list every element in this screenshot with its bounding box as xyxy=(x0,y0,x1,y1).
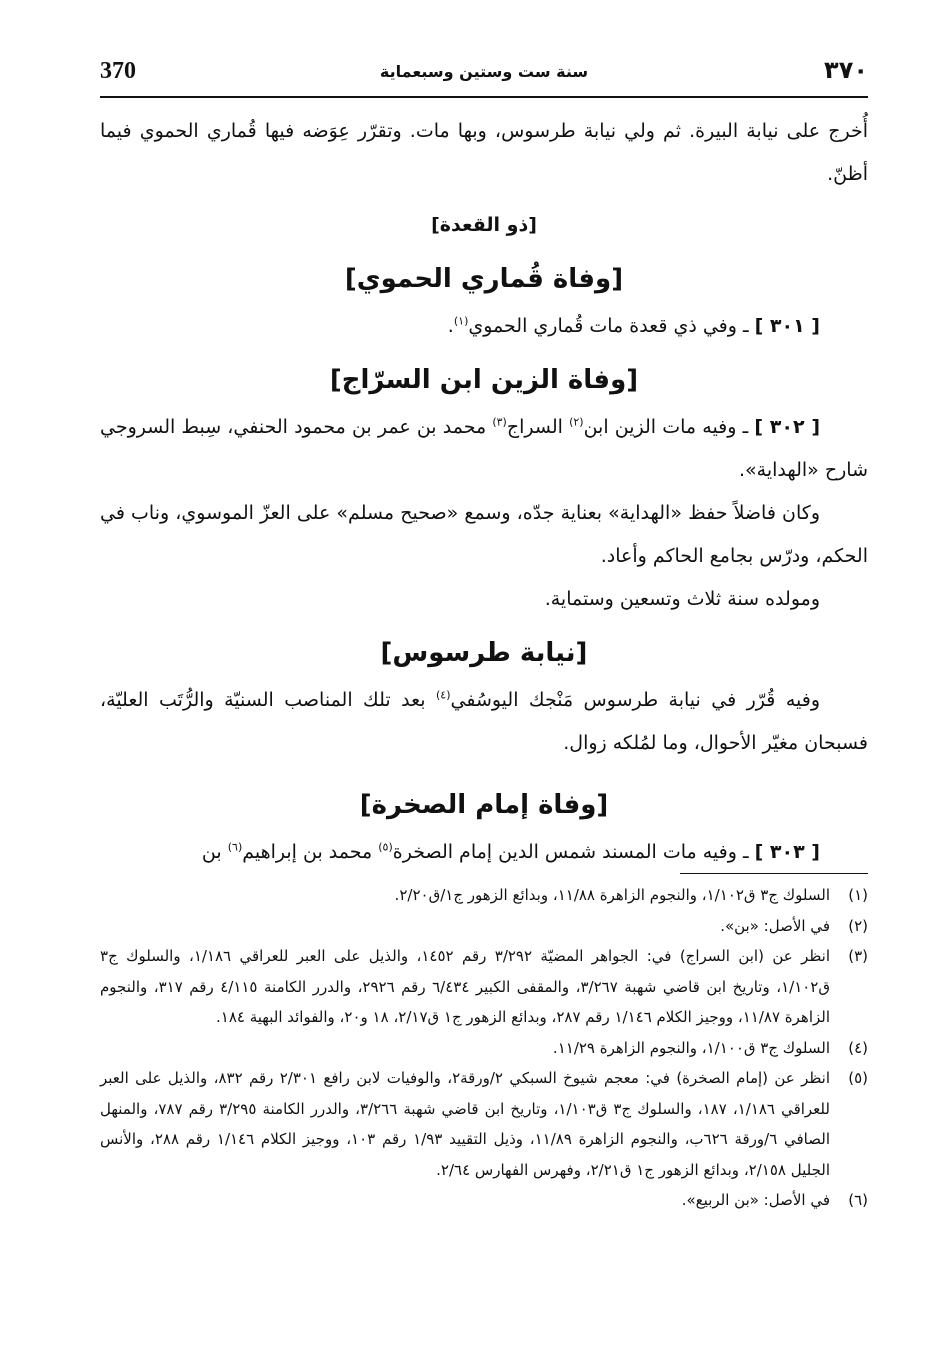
entry-text: ـ وفي ذي قعدة مات قُماري الحموي xyxy=(468,315,749,337)
footnote-text: السلوك ج٣ ق١/١٠٢، والنجوم الزاهرة ١١/٨٨، وبدائع الزهور ج١/ق٢/٢٠. xyxy=(394,886,830,904)
running-title: سنة ست وستين وسبعماية xyxy=(379,62,589,81)
page-number-arabic: ٣٧٠ xyxy=(824,56,868,84)
entry-number: [ ٣٠٢ ] xyxy=(754,416,821,438)
footnote xyxy=(100,1063,868,1185)
header-rule xyxy=(100,96,868,98)
section-heading-sarraj: [وفاة الزين ابن السرّاج] xyxy=(329,365,639,395)
main-text xyxy=(100,110,868,874)
paragraph: ومولده سنة ثلاث وتسعين وستماية. xyxy=(544,588,820,610)
footnote-number: (٣) xyxy=(848,947,868,965)
month-heading: [ذو القعدة] xyxy=(431,214,537,236)
running-header xyxy=(100,52,868,92)
entry-301 xyxy=(100,305,868,348)
intro-paragraph: أُخرج على نيابة البيرة. ثم ولي نيابة طرسوس، وبها مات. وتقرّر عِوَضه فيها قُماري الحموي فيما أظنّ. xyxy=(100,120,868,185)
entry-text: السراج xyxy=(506,416,563,438)
paragraph: وكان فاضلاً حفظ «الهداية» بعناية جدّه، وسمع «صحيح مسلم» على العزّ الموسوي، وناب في الحكم، ودرّس بجامع الحاكم وأعاد. xyxy=(100,502,868,567)
footnote-text: انظر عن (ابن السراج) في: الجواهر المضيّة ٣/٢٩٢ رقم ١٤٥٢، والذيل على العبر للعراقي ١/١٨٦، والسلوك ج٣ ق١/١٠٢، وتاريخ ابن قاضي شهبة ٣/٢٦٧، والمقفى الكبير ٦/٤٣٤ رقم ٢٩٢٦، والدرر الكامنة ٤/١١٥ رقم ٣١٧، والنجوم الزاهرة ١١/٨٧، ووجيز الكلام ١/١٤٦ رقم ٢٨٧، وبدائع الزهور ج١ ق٢/١٧، ١٨ و٢٠، والفوائد البهية ١٨٤. xyxy=(100,947,830,1026)
entry-303 xyxy=(100,831,868,874)
footnote-ref: (١) xyxy=(453,314,469,328)
footnote xyxy=(100,1033,868,1064)
footnote-text: في الأصل: «بن الربيع». xyxy=(681,1191,830,1209)
footnote-text: السلوك ج٣ ق١/١٠٠، والنجوم الزاهرة ١١/٢٩. xyxy=(552,1038,830,1057)
footnote xyxy=(100,880,868,911)
footnote-text: في الأصل: «بن». xyxy=(720,916,830,935)
entry-text: محمد بن عمر بن محمود الحنفي، سِبط السروجي شارح «الهداية». xyxy=(100,416,868,481)
footnote xyxy=(100,911,868,942)
entry-text-end: . xyxy=(447,315,454,337)
footnote-number: (٥) xyxy=(848,1069,868,1087)
page-number-latin: 370 xyxy=(100,58,136,84)
entry-302 xyxy=(100,406,868,492)
entry-number: [ ٣٠٣ ] xyxy=(754,841,820,863)
footnote-rule xyxy=(680,873,868,874)
footnotes xyxy=(100,880,868,1216)
section-heading-sakhra: [وفاة إمام الصخرة] xyxy=(359,790,609,820)
footnote-ref: (٦) xyxy=(227,840,243,854)
section-heading-tarsus: [نيابة طرسوس] xyxy=(380,638,588,668)
footnote xyxy=(100,1185,868,1216)
tarsus-paragraph xyxy=(100,679,868,765)
footnote-number: (٦) xyxy=(848,1191,868,1209)
footnote-text: انظر عن (إمام الصخرة) في: معجم شيوخ السبكي ٢/ورقة٢، والوفيات لابن رافع ٢/٣٠١ رقم ٨٣٢، والذيل على العبر للعراقي ١/١٨٦، ١٨٧، والسلوك ج٣ ق١/١٠٣، وتاريخ ابن قاضي شهبة ٣/٢٦٦، والدرر الكامنة ٣/٢٩٥ رقم ٧٨٧، والمنهل الصافي ٦/ورقة ٦٢٦ب، والنجوم الزاهرة ١١/٨٩، وذيل التقييد ١/٩٣ رقم ١٠٣، ووجيز الكلام ١/١٤٦ رقم ٢٨٨، والأنس الجليل ٢/١٥٨، وبدائع الزهور ج١ ق٢/٢١، وفهرس الفهارس ٢/٦٤. xyxy=(100,1069,830,1179)
entry-text: وفيه قُرّر في نيابة طرسوس مَنْجك اليوسُفي xyxy=(450,689,820,711)
entry-number: [ ٣٠١ ] xyxy=(754,315,820,337)
entry-text: ـ وفيه مات الزين ابن xyxy=(583,416,749,438)
footnote-ref: (٤) xyxy=(435,688,451,702)
footnote-number: (٤) xyxy=(848,1038,868,1057)
entry-text: ـ وفيه مات المسند شمس الدين إمام الصخرة xyxy=(392,841,749,863)
entry-text: محمد بن إبراهيم xyxy=(242,841,373,863)
footnote-ref: (٣) xyxy=(492,415,507,429)
footnote-ref: (٢) xyxy=(569,415,584,429)
entry-text: بعد تلك المناصب السنيّة والرُّتَب العليّة، فسبحان مغيّر الأحوال، وما لمُلكه زوال. xyxy=(100,689,868,754)
footnote-ref: (٥) xyxy=(378,840,393,854)
footnote-number: (١) xyxy=(848,886,868,904)
footnote-number: (٢) xyxy=(848,916,868,935)
entry-text: بن xyxy=(201,841,222,863)
section-heading-qumari: [وفاة قُماري الحموي] xyxy=(344,264,624,294)
footnote xyxy=(100,941,868,1033)
